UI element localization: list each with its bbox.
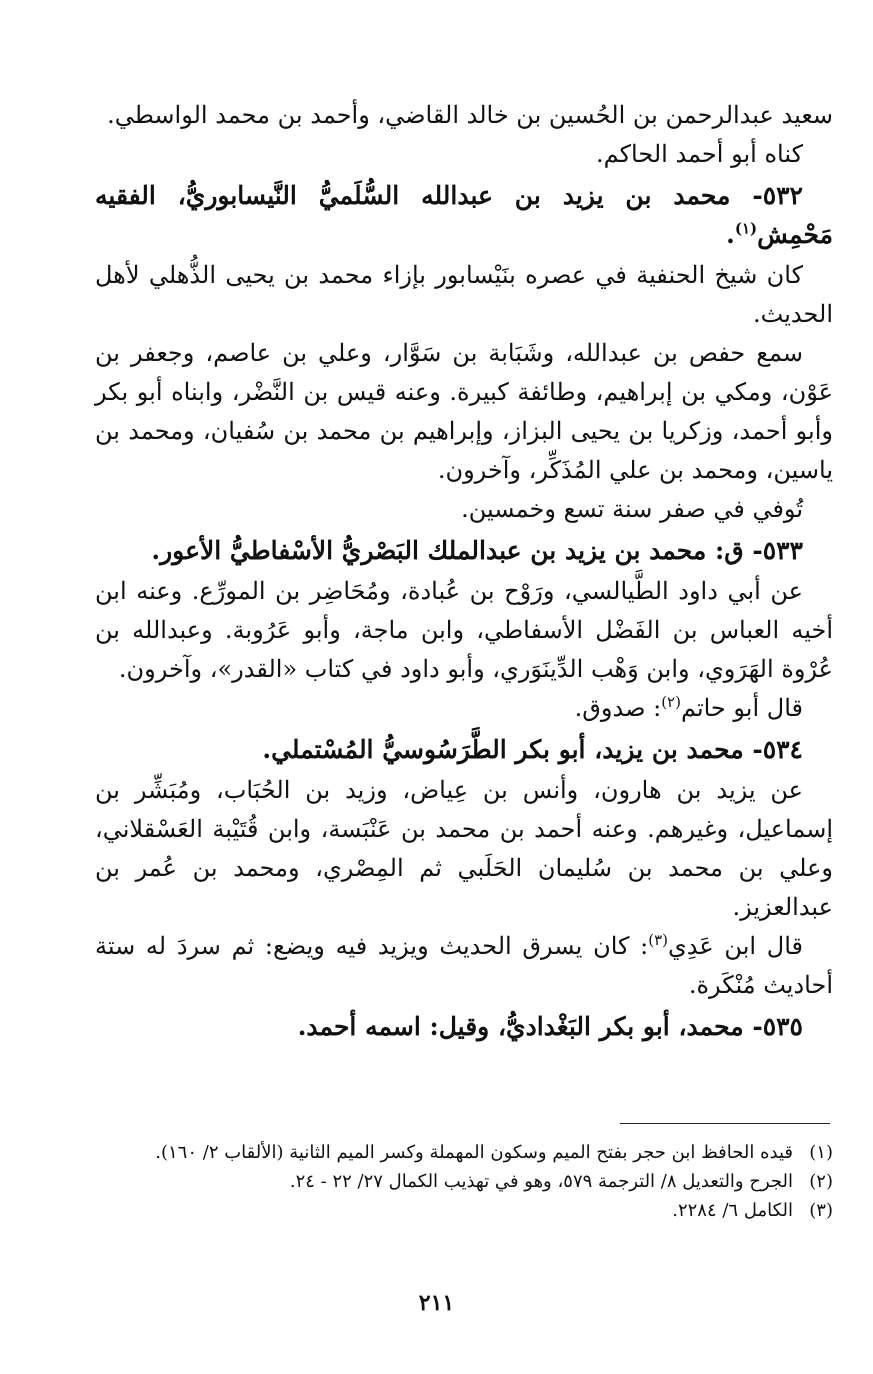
main-text: [95, 96, 833, 1048]
paragraph-532-narrators: سمع حفص بن عبدالله، وشَبَابة بن سَوَّار، وعلي بن عاصم، وجعفر بن عَوْن، ومكي بن إبراهيم، وطائفة كبيرة. وعنه قيس بن النَّضْر، وابناه أبو بكر وأبو أحمد، وزكريا بن يحيى البزاز، وإبراهيم بن محمد بن سُفيان، ومحمد بن ياسين، ومحمد بن علي المُذَكِّر، وآخرون.: [95, 339, 833, 484]
footnote-3: [95, 1196, 833, 1225]
footnotes: [95, 1138, 833, 1225]
entry-heading-532-end: .: [726, 220, 735, 249]
paragraph-continuation: سعيد عبدالرحمن بن الحُسين بن خالد القاضي، وأحمد بن محمد الواسطي.: [107, 101, 833, 129]
entry-heading-535: ٥٣٥- محمد، أبو بكر البَغْداديُّ، وقيل: اسمه أحمد.: [297, 1012, 803, 1041]
footnote-2: [95, 1167, 833, 1196]
footnote-text: الجرح والتعديل ٨/ الترجمة ٥٧٩، وهو في تهذيب الكمال ٢٧/ ٢٢ - ٢٤.: [289, 1171, 793, 1192]
footnote-text: قيده الحافظ ابن حجر بفتح الميم وسكون المهملة وكسر الميم الثانية (الألقاب ٢/ ١٦٠).: [155, 1142, 793, 1163]
entry-heading-532: [95, 176, 833, 254]
paragraph-533-grade-end: : صدوق.: [574, 694, 662, 722]
paragraph-533-grade-text: قال أبو حاتم: [680, 694, 803, 722]
footnote-ref-1: (١): [734, 219, 758, 238]
paragraph-532-bio: كان شيخ الحنفية في عصره بنَيْسابور بإزاء محمد بن يحيى الذُّهلي لأهل الحديث.: [95, 261, 833, 328]
paragraph-534-grade-text: قال ابن عَدِي: [668, 932, 803, 960]
paragraph-534-grade: [95, 927, 833, 1005]
paragraph-533-narrators: عن أبي داود الطَّيالسي، ورَوْح بن عُبادة، ومُحَاضِر بن المورِّع. وعنه ابن أخيه العباس بن الفَضْل الأسفاطي، وابن ماجة، وأبو عَرُوبة. وعبدالله بن عُرْوة الهَرَوي، وابن وَهْب الدِّينَوَري، وأبو داود في كتاب «القدر»، وآخرون.: [95, 577, 833, 683]
footnote-text: الكامل ٦/ ٢٢٨٤.: [672, 1200, 793, 1221]
footnote-number: (٣): [809, 1200, 833, 1221]
entry-heading-533: ٥٣٣- ق: محمد بن يزيد بن عبدالملك البَصْريُّ الأسْفاطيُّ الأعور.: [151, 536, 803, 565]
entry-heading-532-text: ٥٣٢- محمد بن يزيد بن عبدالله السُّلَميُّ النَّيسابوريُّ، الفقيه مَحْمِش: [95, 181, 833, 249]
footnote-divider: [620, 1123, 830, 1124]
entry-heading-534: ٥٣٤- محمد بن يزيد، أبو بكر الطَّرَسُوسيُّ المُسْتملي.: [262, 735, 803, 764]
footnote-1: [95, 1138, 833, 1167]
page-number: ٢١١: [418, 1290, 455, 1316]
footnote-ref-2: (٢): [661, 693, 681, 711]
paragraph-532-death: تُوفي في صفر سنة تسع وخمسين.: [461, 495, 803, 523]
paragraph-534-narrators: عن يزيد بن هارون، وأنس بن عِياض، وزيد بن الحُبَاب، ومُبَشِّر بن إسماعيل، وغيرهم. وعنه أحمد بن محمد بن عَنْبَسة، وابن قُتَيْبة العَسْقلاني، وعلي بن محمد بن سُليمان الحَلَبي ثم المِصْري، ومحمد بن عُمر بن عبدالعزيز.: [95, 776, 833, 921]
paragraph-534-grade-end: : كان يسرق الحديث ويزيد فيه ويضع: ثم سردَ له ستة أحاديث مُنْكَرة.: [95, 932, 833, 999]
footnote-ref-3: (٣): [648, 931, 669, 949]
footnote-number: (١): [809, 1142, 833, 1163]
paragraph-kunya: كناه أبو أحمد الحاكم.: [596, 140, 803, 168]
footnote-number: (٢): [809, 1171, 833, 1192]
paragraph-533-grade: [95, 689, 833, 728]
